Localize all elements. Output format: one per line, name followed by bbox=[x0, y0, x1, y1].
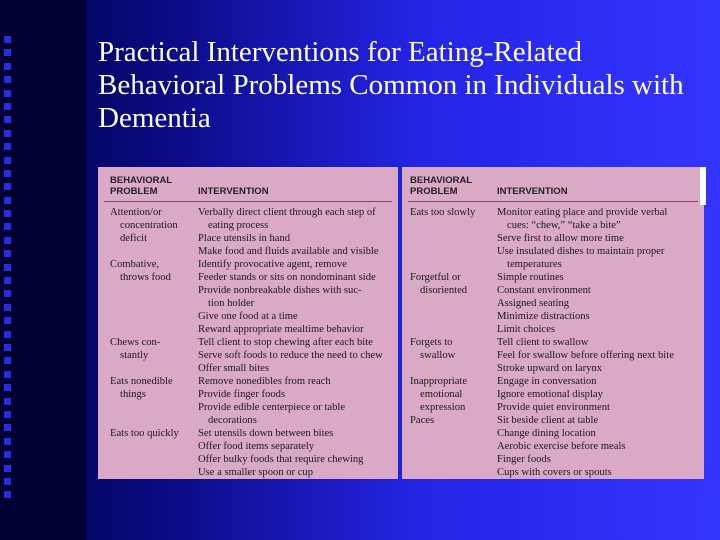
problem-cell-line: Eats too quickly bbox=[110, 428, 179, 439]
problem-cell-line: throws food bbox=[120, 272, 171, 283]
intervention-cell-line: Feeder stands or sits on nondominant side bbox=[198, 272, 376, 283]
header-divider-right bbox=[408, 201, 698, 202]
intervention-cell-line: Tell client to stop chewing after each bite bbox=[198, 337, 373, 348]
intervention-cell-line: eating process bbox=[208, 220, 269, 231]
intervention-cell-line: Feel for swallow before offering next bite bbox=[497, 350, 674, 361]
intervention-cell-line: Serve first to allow more time bbox=[497, 233, 624, 244]
intervention-cell-line: Use insulated dishes to maintain proper bbox=[497, 246, 665, 257]
intervention-cell-line: Provide finger foods bbox=[198, 389, 286, 400]
header-behavioral-problem-right: BEHAVIORAL PROBLEM bbox=[410, 175, 472, 197]
intervention-cell-line: Cups with covers or spouts bbox=[497, 467, 612, 478]
intervention-cell-line: Provide nonbreakable dishes with suc- bbox=[198, 285, 362, 296]
problem-cell-line: Eats too slowly bbox=[410, 207, 476, 218]
intervention-cell-line: Set utensils down between bites bbox=[198, 428, 334, 439]
problem-cell-line: Forgetful or bbox=[410, 272, 461, 283]
header-intervention-left: INTERVENTION bbox=[198, 186, 269, 197]
intervention-cell-line: Change dining location bbox=[497, 428, 596, 439]
intervention-cell-line: Aerobic exercise before meals bbox=[497, 441, 626, 452]
intervention-cell-line: Identify provocative agent, remove bbox=[198, 259, 347, 270]
intervention-cell-line: Give one food at a time bbox=[198, 311, 298, 322]
intervention-cell-line: cues: “chew,” “take a bite” bbox=[507, 220, 621, 231]
problem-cell-line: stantly bbox=[120, 350, 149, 361]
problem-cell-line: things bbox=[120, 389, 146, 400]
intervention-cell-line: tion holder bbox=[208, 298, 255, 309]
intervention-cell-line: Offer bulky foods that require chewing bbox=[198, 454, 364, 465]
table-left-panel bbox=[98, 167, 398, 479]
problem-cell-line: deficit bbox=[120, 233, 148, 244]
intervention-cell-line: Tell client to swallow bbox=[497, 337, 589, 348]
intervention-cell-line: Engage in conversation bbox=[497, 376, 597, 387]
problem-cell-line: disoriented bbox=[420, 285, 468, 296]
intervention-cell-line: Serve soft foods to reduce the need to chew bbox=[198, 350, 383, 361]
intervention-cell-line: Offer food items separately bbox=[198, 441, 314, 452]
intervention-cell-line: Use a smaller spoon or cup bbox=[198, 467, 314, 478]
problem-cell-line: Attention/or bbox=[110, 207, 162, 218]
problem-cell-line: Combative, bbox=[110, 259, 160, 270]
header-behavioral-problem-left: BEHAVIORAL PROBLEM bbox=[110, 175, 172, 197]
header-intervention-right: INTERVENTION bbox=[497, 186, 568, 197]
intervention-cell-line: Simple routines bbox=[497, 272, 564, 283]
intervention-cell-line: Stroke upward on larynx bbox=[497, 363, 603, 374]
problem-cell-line: swallow bbox=[420, 350, 456, 361]
intervention-cell-line: Constant environment bbox=[497, 285, 591, 296]
intervention-cell-line: decorations bbox=[208, 415, 257, 426]
header-divider-left bbox=[104, 201, 392, 202]
intervention-cell-line: Ignore emotional display bbox=[497, 389, 603, 400]
intervention-cell-line: Remove nonedibles from reach bbox=[198, 376, 331, 387]
intervention-cell-line: Provide quiet environment bbox=[497, 402, 610, 413]
intervention-cell-line: temperatures bbox=[507, 259, 562, 270]
decorative-squares bbox=[4, 36, 18, 505]
intervention-cell-line: Assigned seating bbox=[497, 298, 570, 309]
intervention-cell-line: Verbally direct client through each step of bbox=[198, 207, 376, 218]
intervention-cell-line: Make food and fluids available and visible bbox=[198, 246, 379, 257]
table-right-panel bbox=[402, 167, 704, 479]
intervention-cell-line: Monitor eating place and provide verbal bbox=[497, 207, 668, 218]
problem-cell-line: Chews con- bbox=[110, 337, 161, 348]
left-decorative-strip bbox=[0, 0, 86, 540]
intervention-cell-line: Place utensils in hand bbox=[198, 233, 291, 244]
intervention-cell-line: Reward appropriate mealtime behavior bbox=[198, 324, 364, 335]
intervention-cell-line: Finger foods bbox=[497, 454, 551, 465]
intervention-cell-line: Sit beside client at table bbox=[497, 415, 599, 426]
slide-title: Practical Interventions for Eating-Related Behavioral Problems Common in Individuals with Dementia bbox=[98, 36, 684, 134]
problem-cell-line: Eats nonedible bbox=[110, 376, 173, 387]
intervention-cell-line: Minimize distractions bbox=[497, 311, 590, 322]
problem-cell-line: concentration bbox=[120, 220, 178, 231]
problem-cell-line: emotional bbox=[420, 389, 463, 400]
problem-cell-line: expression bbox=[420, 402, 466, 413]
intervention-cell-line: Limit choices bbox=[497, 324, 555, 335]
problem-cell-line: Forgets to bbox=[410, 337, 453, 348]
intervention-cell-line: Provide edible centerpiece or table bbox=[198, 402, 346, 413]
intervention-cell-line: Offer small bites bbox=[198, 363, 270, 374]
problem-cell-line: Paces bbox=[410, 415, 435, 426]
problem-cell-line: Inappropriate bbox=[410, 376, 468, 387]
